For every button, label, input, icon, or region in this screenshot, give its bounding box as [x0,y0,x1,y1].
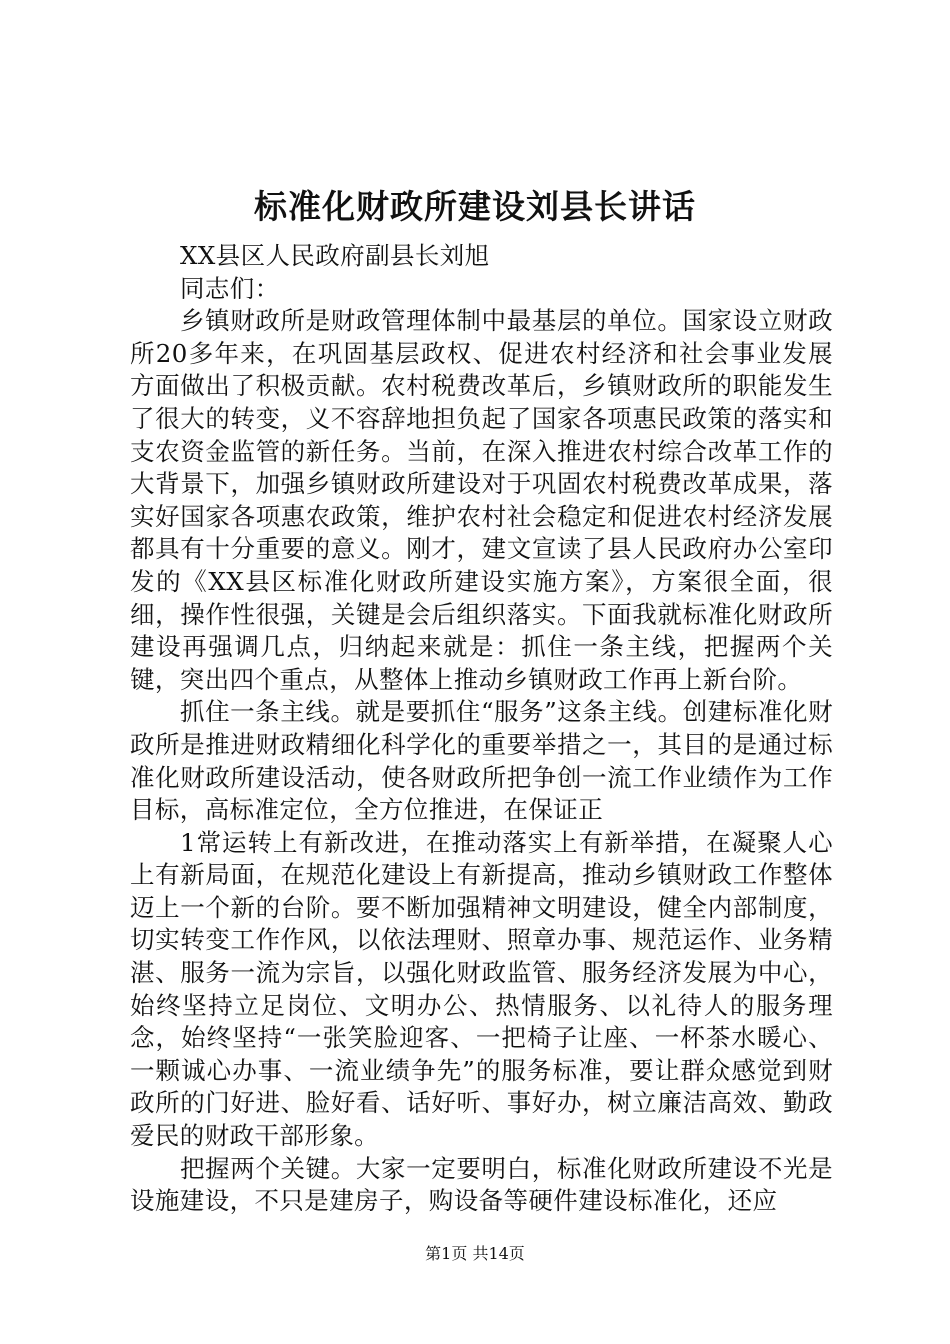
document-title: 标准化财政所建设刘县长讲话 [254,187,696,226]
document-body [130,240,833,1218]
paragraph-two-keys: 把握两个关键。大家一定要明白，标准化财政所建设不光是设施建设，不只是建房子，购设备等硬件建设标准化，还应 [130,1153,833,1216]
author-line: XX县区人民政府副县长刘旭 [180,241,490,270]
paragraph-main-line: 抓住一条主线。就是要抓住“服务”这条主线。创建标准化财政所是推进财政精细化科学化的重要举措之一，其目的是通过标准化财政所建设活动，使各财政所把争创一流工作业绩作为工作目标，高标准定位，全方位推进，在保证正 [130,697,833,825]
salutation: 同志们： [180,273,280,303]
paragraph-intro: 乡镇财政所是财政管理体制中最基层的单位。国家设立财政所20多年来，在巩固基层政权、促进农村经济和社会事业发展方面做出了积极贡献。农村税费改革后，乡镇财政所的职能发生了很大的转变，义不容辞地担负起了国家各项惠民政策的落实和支农资金监管的新任务。当前，在深入推进农村综合改革工作的大背景下，加强乡镇财政所建设对于巩固农村税费改革成果，落实好国家各项惠农政策，维护农村社会稳定和促进农村经济发展都具有十分重要的意义。刚才，建文宣读了县人民政府办公室印发的《XX县区标准化财政所建设实施方案》，方案很全面，很细，操作性很强，关键是会后组织落实。下面我就标准化财政所建设再强调几点，归纳起来就是：抓住一条主线，把握两个关键，突出四个重点，从整体上推动乡镇财政工作再上新台阶。 [130,306,833,694]
page-footer: 第1页 共14页 [425,1244,525,1263]
paragraph-service: 1常运转上有新改进，在推动落实上有新举措，在凝聚人心上有新局面，在规范化建设上有新提高，推动乡镇财政工作整体迈上一个新的台阶。要不断加强精神文明建设，健全内部制度，切实转变工作作风，以依法理财、照章办事、规范运作、业务精湛、服务一流为宗旨，以强化财政监管、服务经济发展为中心，始终坚持立足岗位、文明办公、热情服务、以礼待人的服务理念，始终坚持“一张笑脸迎客、一把椅子让座、一杯茶水暖心、一颗诚心办事、一流业绩争先”的服务标准，要让群众感觉到财政所的门好进、脸好看、话好听、事好办，树立廉洁高效、勤政爱民的财政干部形象。 [130,827,833,1151]
